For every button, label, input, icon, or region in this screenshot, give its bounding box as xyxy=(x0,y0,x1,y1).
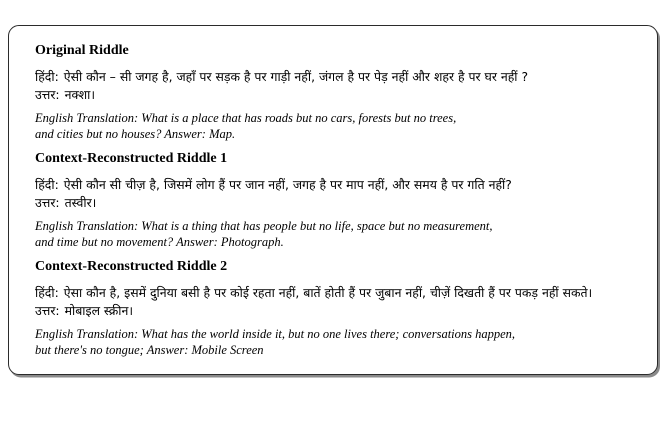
translation-line-1: English Translation: What has the world inside it, but no one lives there; conversations happen, xyxy=(35,327,516,341)
section-reconstructed-riddle-1 xyxy=(35,150,637,250)
section-heading: Context-Reconstructed Riddle 1 xyxy=(35,151,228,166)
section-original-riddle xyxy=(35,42,637,142)
riddle-figure-panel xyxy=(8,25,658,375)
section-reconstructed-riddle-2 xyxy=(35,258,637,358)
translation-line-2: and time but no movement? Answer: Photograph. xyxy=(35,235,284,249)
section-heading: Original Riddle xyxy=(35,43,129,58)
translation-line-2: but there's no tongue; Answer: Mobile Screen xyxy=(35,343,264,357)
hindi-riddle-text: ऐसा कौन है, इसमें दुनिया बसी है पर कोई रहता नहीं, बातें होती हैं पर जुबान नहीं, चीज़ें दिखती हैं पर पकड़ नहीं सकते। xyxy=(63,285,593,300)
hindi-riddle-text: ऐसी कौन – सी जगह है, जहाँ पर सड़क है पर गाड़ी नहीं, जंगल है पर पेड़ नहीं और शहर है पर घर नहीं ? xyxy=(63,69,529,84)
hindi-riddle-text: ऐसी कौन सी चीज़ है, जिसमें लोग हैं पर जान नहीं, जगह है पर माप नहीं, और समय है पर गति नहीं? xyxy=(63,177,512,192)
answer-text: तस्वीर। xyxy=(64,195,97,210)
answer-label: उत्तर: xyxy=(35,87,60,102)
answer-text: नक्शा। xyxy=(64,87,96,102)
answer-line xyxy=(35,302,637,320)
answer-label: उत्तर: xyxy=(35,303,60,318)
section-heading: Context-Reconstructed Riddle 2 xyxy=(35,259,228,274)
english-translation xyxy=(35,110,637,142)
hindi-riddle-line xyxy=(35,68,637,86)
answer-line xyxy=(35,194,637,212)
hindi-riddle-line xyxy=(35,176,637,194)
answer-line xyxy=(35,86,637,104)
answer-label: उत्तर: xyxy=(35,195,60,210)
hindi-label: हिंदी: xyxy=(35,285,59,300)
answer-text: मोबाइल स्क्रीन। xyxy=(64,303,134,318)
translation-line-1: English Translation: What is a place that has roads but no cars, forests but no trees, xyxy=(35,111,457,125)
hindi-label: हिंदी: xyxy=(35,177,59,192)
hindi-label: हिंदी: xyxy=(35,69,59,84)
hindi-riddle-line xyxy=(35,284,637,302)
translation-line-2: and cities but no houses? Answer: Map. xyxy=(35,127,236,141)
english-translation xyxy=(35,326,637,358)
translation-line-1: English Translation: What is a thing that has people but no life, space but no measurement, xyxy=(35,219,493,233)
english-translation xyxy=(35,218,637,250)
